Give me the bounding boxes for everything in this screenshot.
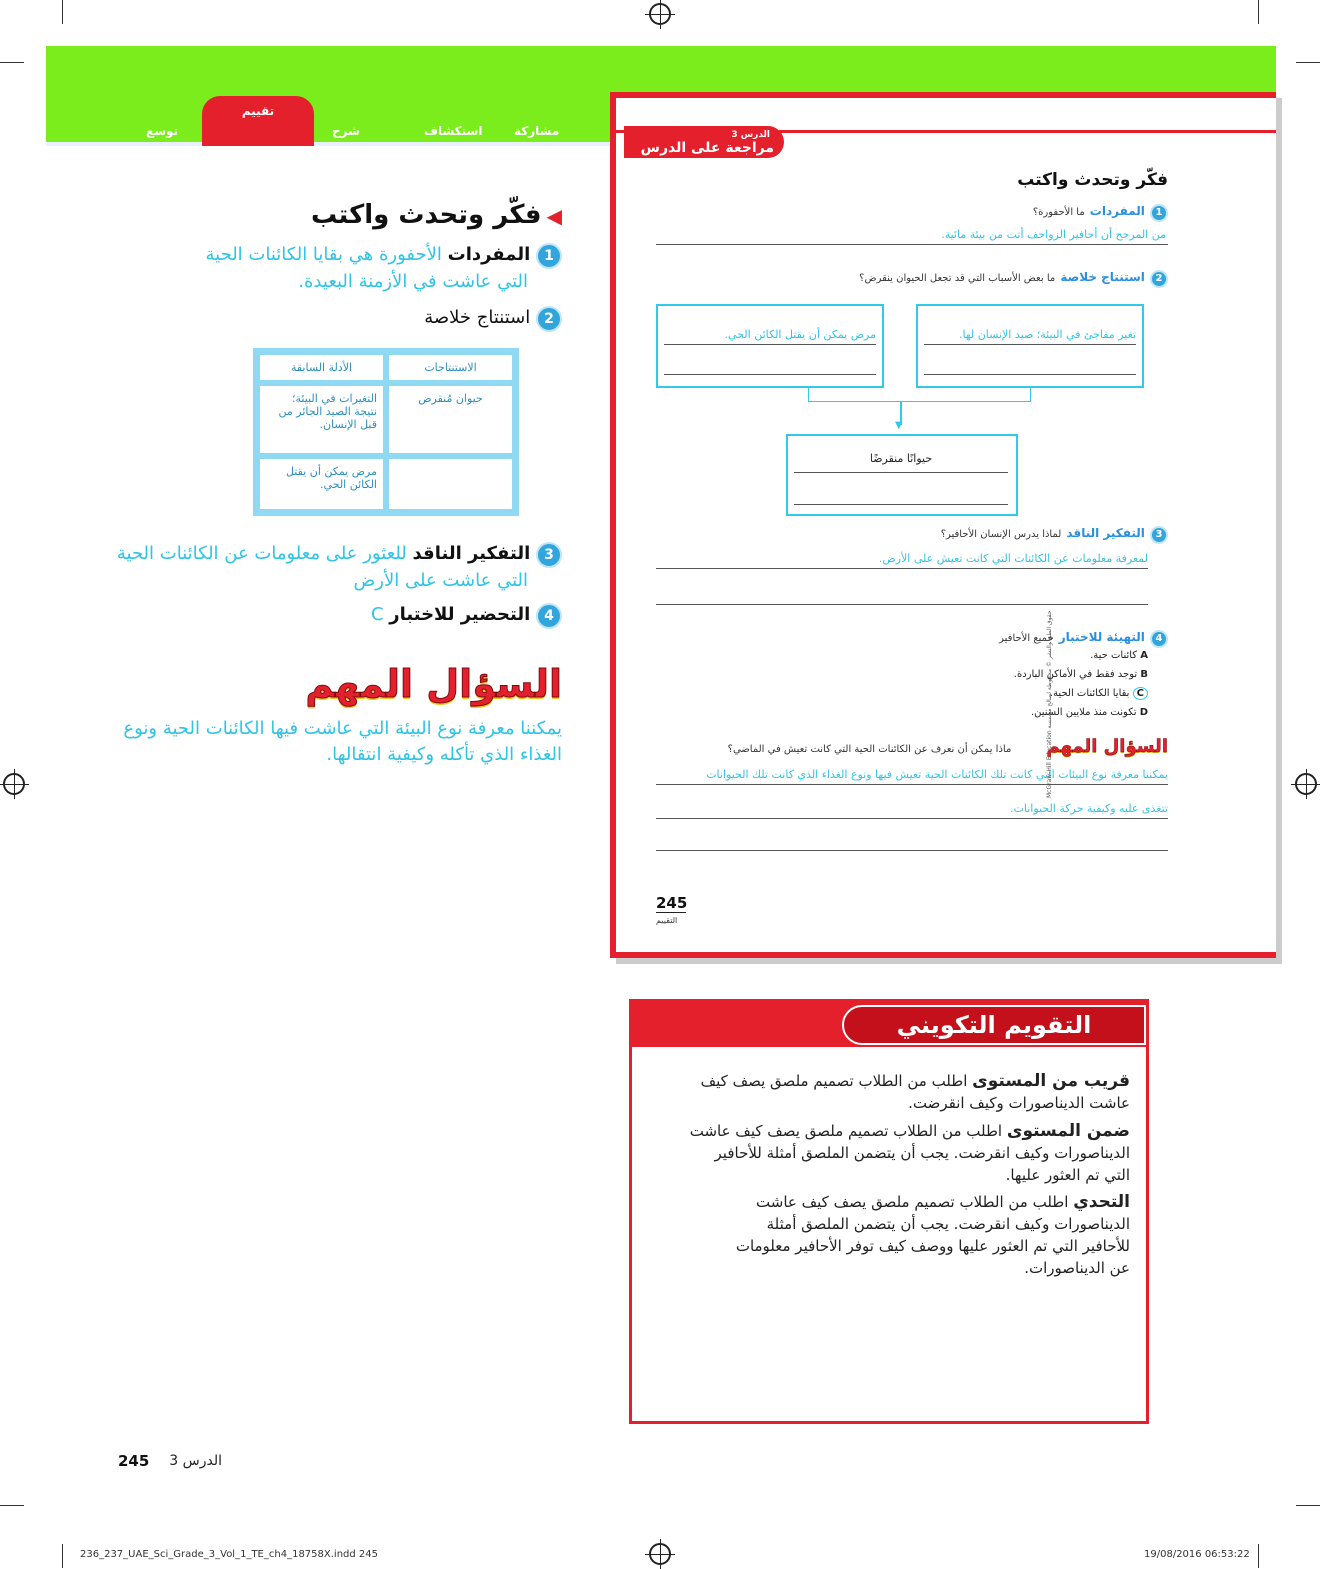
number-badge: 2 <box>1150 270 1168 288</box>
level-beyond-text-3: للأحافير التي تم العثور عليها ووصف كيف توفر الأحافير معلومات <box>735 1237 1130 1255</box>
page-title: فكّر وتحدث واكتب <box>310 200 542 230</box>
slug-date: 19/08/2016 06:53:22 <box>1144 1549 1250 1560</box>
registration-mark-icon <box>649 1543 671 1565</box>
item-3-text-2: التي عاشت على الأرض <box>353 570 528 591</box>
q4-options <box>916 646 1148 722</box>
tab-engage[interactable]: مشاركة <box>514 124 560 138</box>
item-3 <box>100 541 562 594</box>
q4-row <box>916 626 1168 648</box>
answer-line <box>924 374 1136 375</box>
table-cell: التغيرات في البيئة؛ نتيجة الصيد الجائر من قبل الإنسان. <box>257 383 386 456</box>
q4-question: جميع الأحافير <box>999 633 1054 644</box>
tab-extend[interactable]: توسع <box>146 124 179 138</box>
number-badge: 1 <box>1150 204 1168 222</box>
tab-explore[interactable]: استكشاف <box>424 124 483 138</box>
level-beyond <box>652 1191 1130 1279</box>
crop-mark <box>0 62 24 63</box>
lesson-review-title: مراجعة على الدرس <box>640 140 774 156</box>
level-on-title: ضمن المستوى <box>1006 1121 1130 1141</box>
number-badge: 2 <box>536 306 562 332</box>
item-1-title: المفردات <box>447 244 531 265</box>
option-c[interactable]: C بقايا الكائنات الحية. <box>916 684 1148 703</box>
q3-question: لماذا يدرس الإنسان الأحافير؟ <box>940 529 1062 540</box>
registration-mark-icon <box>1295 773 1317 795</box>
option-d[interactable]: D تكونت منذ ملايين السنين. <box>1030 707 1148 718</box>
item-4 <box>300 602 562 629</box>
level-on-text-2: الديناصورات وكيف انقرضت. يجب أن يتضمن الملصق أمثلة للأحافير <box>714 1144 1130 1162</box>
big-question-line-2: الغذاء الذي تأكله وكيفية انتقالها. <box>326 744 562 765</box>
answer-line <box>924 344 1136 345</box>
tab-explain[interactable]: شرح <box>332 124 360 138</box>
crop-mark <box>1296 1505 1320 1506</box>
answer-line <box>656 244 1168 245</box>
number-badge: 3 <box>536 542 562 568</box>
q2-row <box>716 266 1168 288</box>
bq-answer-2: تتغذى عليه وكيفية حركة الحيوانات. <box>1010 802 1168 815</box>
level-on <box>652 1120 1130 1186</box>
table-header: الاستنتاجات <box>386 352 515 383</box>
level-beyond-text-2: الديناصورات وكيف انقرضت. يجب أن يتضمن الملصق أمثلة <box>766 1215 1130 1233</box>
crop-mark <box>1258 0 1259 24</box>
arrow-down-icon: ▼ <box>895 420 903 431</box>
level-approaching-text: اطلب من الطلاب تصميم ملصق يصف كيف <box>700 1072 968 1090</box>
bq-title: السؤال المهم <box>1046 736 1168 757</box>
level-approaching-title: قريب من المستوى <box>972 1071 1130 1091</box>
big-question-answer <box>100 716 562 768</box>
bq-question: ماذا يمكن أن نعرف عن الكائنات الحية التي كانت تعيش في الماضي؟ <box>727 744 1012 755</box>
copyright-credit: McGraw-Hill Education حقوق الطبع والنشر © محفوظة لصالح مؤسسة <box>1046 610 1053 798</box>
graphic-box-conclusion <box>786 434 1018 516</box>
answer-line <box>656 568 1148 569</box>
slug-filename: 236_237_UAE_Sci_Grade_3_Vol_1_TE_ch4_18758X.indd 245 <box>80 1549 378 1560</box>
answer-line <box>656 784 1168 785</box>
graphic-box-cause-1 <box>916 304 1144 388</box>
option-a[interactable]: A كائنات حية. <box>1090 650 1148 661</box>
number-badge: 4 <box>536 603 562 629</box>
item-1-text: الأحفورة هي بقايا الكائنات الحية <box>205 244 442 265</box>
student-page-label: التقييم <box>656 916 678 925</box>
number-badge: 1 <box>536 243 562 269</box>
connector <box>808 388 809 402</box>
level-beyond-title: التحدي <box>1073 1192 1130 1212</box>
student-page-thumbnail <box>610 92 1276 958</box>
formative-assessment-title: التقويم التكويني <box>842 1005 1146 1045</box>
crop-mark <box>1296 62 1320 63</box>
number-badge: 4 <box>1150 630 1168 648</box>
answer-line <box>664 344 876 345</box>
table-cell: مرض يمكن أن يقتل الكائن الحي. <box>257 456 386 512</box>
connector <box>808 401 1031 402</box>
q1-title: المفردات <box>1089 204 1145 218</box>
answer-line <box>656 818 1168 819</box>
box-text: حيوانًا منقرضًا <box>869 452 933 465</box>
table-cell: حيوان مُنقرض <box>386 383 515 456</box>
level-beyond-text-4: عن الديناصورات. <box>1024 1259 1130 1277</box>
crop-mark <box>62 1544 63 1568</box>
item-3-text: للعثور على معلومات عن الكائنات الحية <box>116 543 407 564</box>
left-heading-row <box>300 200 562 230</box>
formative-assessment-header <box>632 1002 1146 1047</box>
q3-row <box>816 522 1168 544</box>
level-on-text: اطلب من الطلاب تصميم ملصق يصف كيف عاشت <box>689 1122 1003 1140</box>
box-text: مرض يمكن أن يقتل الكائن الحي. <box>724 328 876 341</box>
q3-title: التفكير الناقد <box>1066 526 1145 540</box>
answer-line <box>664 374 876 375</box>
level-beyond-text: اطلب من الطلاب تصميم ملصق يصف كيف عاشت <box>756 1193 1069 1211</box>
q1-answer: من المرجح أن أحافير الزواحف أتت من بيئة مائية. <box>941 228 1166 241</box>
q1-row <box>916 200 1168 222</box>
q2-title: استنتاج خلاصة <box>1060 270 1145 284</box>
bq-answer-1: يمكننا معرفة نوع البيئات التي كانت تلك الكائنات الحية تعيش فيها ونوع الغذاء الذي كانت تلك الحيوانات <box>706 768 1168 781</box>
option-b[interactable]: B توجد فقط في الأماكن الباردة. <box>1013 669 1148 680</box>
item-1 <box>100 242 562 295</box>
answer-line <box>656 604 1148 605</box>
lesson-label: الدرس 3 <box>731 130 770 140</box>
level-approaching-text-2: عاشت الديناصورات وكيف انقرضت. <box>908 1094 1130 1112</box>
item-2-title: استنتاج خلاصة <box>424 307 531 328</box>
triangle-bullet-icon: ◀ <box>546 204 562 228</box>
lesson-review-pill <box>624 126 784 158</box>
tab-evaluate[interactable]: تقييم <box>202 96 314 146</box>
item-1-text-2: التي عاشت في الأزمنة البعيدة. <box>298 271 528 292</box>
crop-mark <box>1258 1544 1259 1568</box>
registration-mark-icon <box>649 3 671 25</box>
crop-mark <box>0 1505 24 1506</box>
answer-line <box>794 504 1008 505</box>
big-question-title: السؤال المهم <box>305 662 562 706</box>
level-approaching <box>652 1070 1130 1114</box>
bq-row <box>656 736 1168 757</box>
q2-question: ما بعض الأسباب التي قد تجعل الحيوان ينقرض؟ <box>859 273 1056 284</box>
registration-mark-icon <box>3 773 25 795</box>
connector <box>1030 388 1031 402</box>
table-header: الأدلة السابقة <box>257 352 386 383</box>
number-badge: 3 <box>1150 526 1168 544</box>
q1-question: ما الأحفورة؟ <box>1032 207 1085 218</box>
student-heading: فكّر وتحدث واكتب <box>1017 170 1168 190</box>
graphic-box-cause-2 <box>656 304 884 388</box>
item-2 <box>300 305 562 332</box>
q3-answer: لمعرفة معلومات عن الكائنات التي كانت تعيش على الأرض. <box>878 552 1148 565</box>
big-question-line-1: يمكننا معرفة نوع البيئة التي عاشت فيها الكائنات الحية ونوع <box>123 718 562 739</box>
item-4-answer: C <box>370 604 384 625</box>
table-cell <box>386 456 515 512</box>
lesson-footer: الدرس 3 <box>169 1453 222 1469</box>
answer-line <box>656 850 1168 851</box>
page-number-rule <box>656 912 686 913</box>
student-page-number: 245 <box>656 894 688 912</box>
q4-title: التهيئة للاختبار <box>1058 630 1145 644</box>
level-on-text-3: التي تم العثور عليها. <box>1005 1166 1130 1184</box>
answer-line <box>794 472 1008 473</box>
crop-mark <box>62 0 63 24</box>
item-4-title: التحضير للاختبار <box>389 604 531 625</box>
page-number: 245 <box>118 1452 150 1470</box>
conclusion-table <box>253 348 519 516</box>
item-3-title: التفكير الناقد <box>412 543 531 564</box>
box-text: تغير مفاجئ في البيئة؛ صيد الإنسان لها. <box>958 328 1136 341</box>
formative-assessment-box <box>629 999 1149 1424</box>
